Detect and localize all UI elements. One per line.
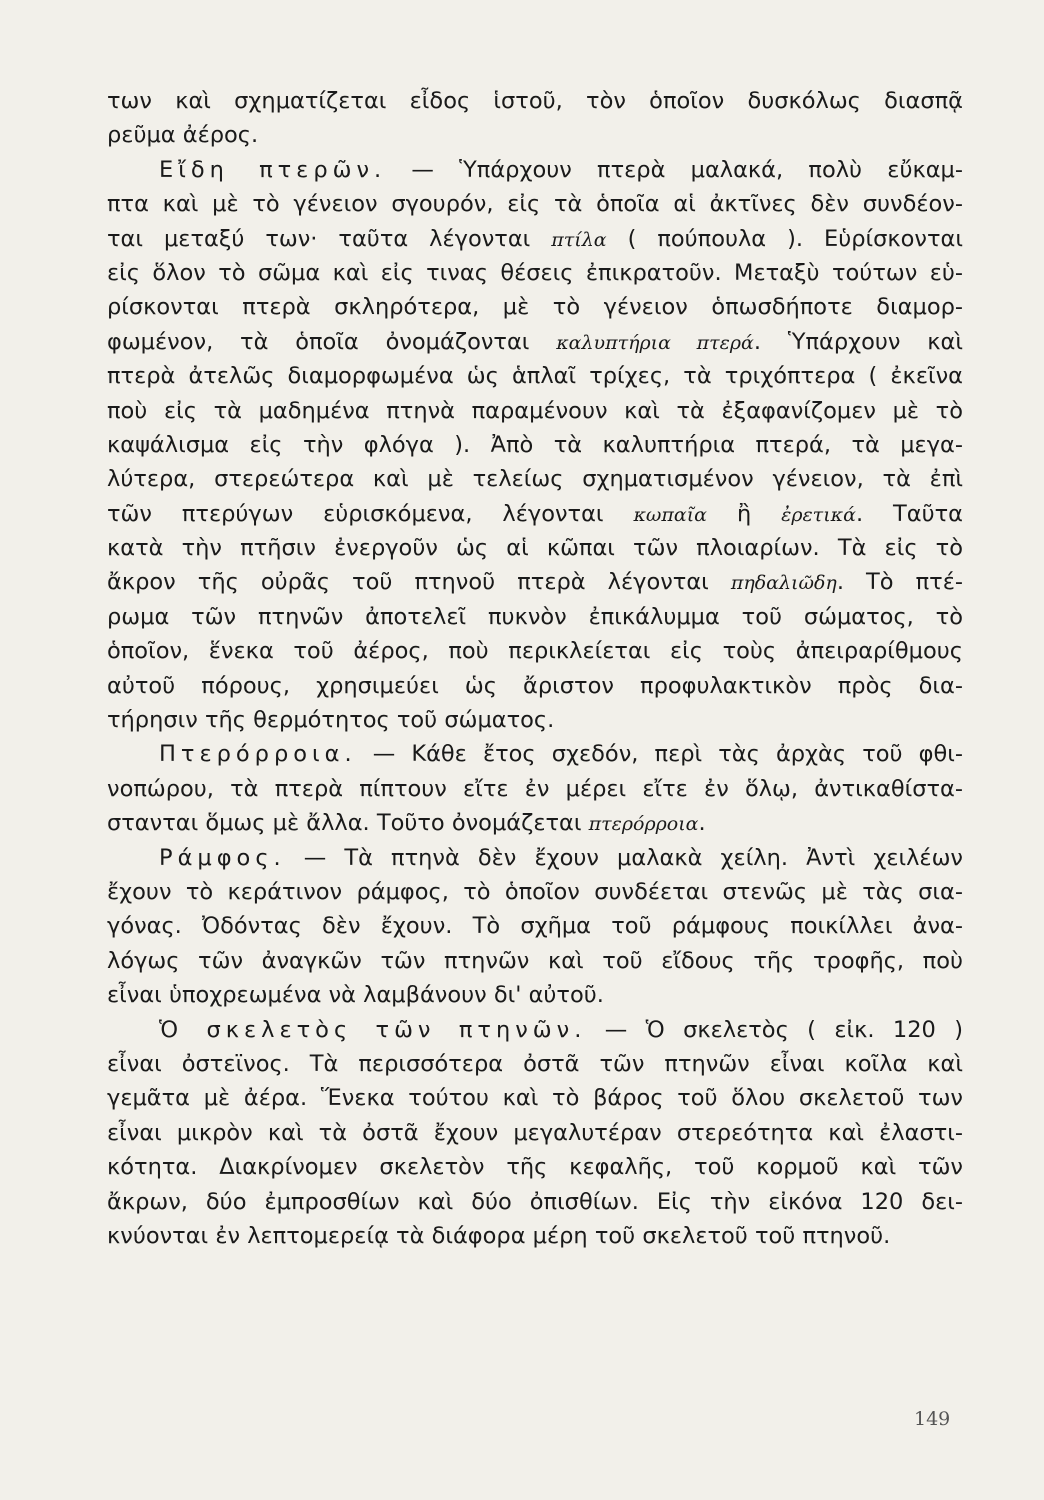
term-italic: κωπαῖα [633,503,708,526]
section-heading: Ὁ σκελετὸς τῶν πτηνῶν. [159,1016,587,1043]
line-text: ποὺ εἰς τὰ μαδημένα πτηνὰ παραμένουν καὶ τὰ ἐξαφανίζομεν μὲ τὸ [107,397,963,424]
line-text: λόγως τῶν ἀναγκῶν τῶν πτηνῶν καὶ τοῦ εἴδους τῆς τροφῆς, ποὺ [107,947,963,974]
line-text: εἶναι μικρὸν καὶ τὰ ὀστᾶ ἔχουν μεγαλυτέραν στερεότητα καὶ ἐλαστι- [107,1119,963,1146]
term-italic: πτίλα [551,228,607,251]
text-line [107,118,963,152]
text-line [107,1047,963,1081]
text-line [107,772,963,806]
text-line [107,325,963,359]
text-line [107,1219,963,1253]
line-text-rest: . [698,810,706,837]
line-text: των καὶ σχηματίζεται εἶδος ἱστοῦ, τὸν ὁποῖον δυσκόλως διασπᾷ [107,88,963,114]
line-text: φωμένον, τὰ ὁποῖα ὀνομάζονται [107,328,557,355]
text-line [107,565,963,599]
section-heading-line [107,737,963,771]
page-number: 149 [914,1408,951,1430]
line-text: ται μεταξύ των· ταῦτα λέγονται [107,225,552,252]
line-text-rest: . Ὑπάρχουν καὶ [753,328,963,355]
term-italic: πηδαλιῶδη [730,572,837,595]
text-line [107,531,963,565]
text-line [107,1150,963,1184]
line-text-rest: . Τὸ πτέ- [836,569,963,596]
line-text: ρωμα τῶν πτηνῶν ἀποτελεῖ πυκνὸν ἐπικάλυμμα τοῦ σώματος, τὸ [107,603,963,630]
text-line [107,1116,963,1150]
term-italic: πτερόρροια [588,813,699,836]
line-text: λύτερα, στερεώτερα καὶ μὲ τελείως σχηματισμένον γένειον, τὰ ἐπὶ [107,466,963,493]
line-text-rest: ( πούπουλα ). Εὑρίσκονται [606,225,963,252]
term-italic: καλυπτήρια πτερά [556,331,754,354]
line-text: κνύονται ἐν λεπτομερείᾳ τὰ διάφορα μέρη τοῦ σκελετοῦ τοῦ πτηνοῦ. [107,1222,891,1249]
text-line [107,497,963,531]
text-line [107,806,963,840]
text-line [107,909,963,943]
line-text: ὁποῖον, ἕνεκα τοῦ ἀέρος, ποὺ περικλείεται εἰς τοὺς ἀπειραρίθμους [107,638,963,665]
text-line [107,944,963,978]
line-text: τῶν πτερύγων εὑρισκόμενα, λέγονται [107,500,634,527]
line-text: ρεῦμα ἀέρος. [107,122,259,149]
text-line [107,359,963,393]
text-line [107,394,963,428]
text-line [107,462,963,496]
line-text: ἄκρον τῆς οὐρᾶς τοῦ πτηνοῦ πτερὰ λέγονται [107,569,731,596]
text-line [107,256,963,290]
line-text: — Τὰ πτηνὰ δὲν ἔχουν μαλακὰ χείλη. Ἀντὶ χειλέων [285,844,963,871]
section-heading: Πτερόρροια. [159,741,357,768]
section-heading-line [107,153,963,187]
section-heading: Εἴδη πτερῶν. [159,156,387,183]
line-text-rest: ἢ [707,500,782,527]
text-line [107,187,963,221]
line-text: — Ὁ σκελετὸς ( εἰκ. 120 ) [586,1016,964,1043]
line-text: κότητα. Διακρίνομεν σκελετὸν τῆς κεφαλῆς, τοῦ κορμοῦ καὶ τῶν [107,1154,963,1181]
text-line [107,290,963,324]
line-text: γόνας. Ὀδόντας δὲν ἔχουν. Τὸ σχῆμα τοῦ ράμφους ποικίλλει ἀνα- [107,913,963,940]
text-line [107,84,963,118]
text-line [107,634,963,668]
line-text: — Κάθε ἔτος σχεδόν, περὶ τὰς ἀρχὰς τοῦ φθι- [356,741,963,768]
body-text [107,84,963,1253]
line-text: ἄκρων, δύο ἐμπροσθίων καὶ δύο ὀπισθίων. Εἰς τὴν εἰκόνα 120 δει- [107,1188,963,1215]
text-line [107,703,963,737]
line-text: αὐτοῦ πόρους, χρησιμεύει ὡς ἄριστον προφυλακτικὸν πρὸς δια- [107,672,963,699]
text-line [107,978,963,1012]
line-text: — Ὑπάρχουν πτερὰ μαλακά, πολὺ εὔκαμ- [386,156,963,183]
section-heading: Ράμφος. [159,844,286,871]
line-text: ρίσκονται πτερὰ σκληρότερα, μὲ τὸ γένειον ὁπωσδήποτε διαμορ- [107,294,963,321]
line-text: γεμᾶτα μὲ ἀέρα. Ἕνεκα τούτου καὶ τὸ βάρος τοῦ ὅλου σκελετοῦ των [107,1085,963,1112]
line-text: κατὰ τὴν πτῆσιν ἐνεργοῦν ὡς αἱ κῶπαι τῶν πλοιαρίων. Τὰ εἰς τὸ [107,535,963,562]
text-line [107,600,963,634]
text-line [107,222,963,256]
line-text: πτα καὶ μὲ τὸ γένειον σγουρόν, εἰς τὰ ὁποῖα αἱ ἀκτῖνες δὲν συνδέον- [107,191,963,218]
line-text: τήρησιν τῆς θερμότητος τοῦ σώματος. [107,707,555,734]
line-text: στανται ὅμως μὲ ἄλλα. Τοῦτο ὀνομάζεται [107,810,589,837]
section-heading-line [107,1013,963,1047]
text-line [107,669,963,703]
line-text: εἶναι ὀστεϊνος. Τὰ περισσότερα ὀστᾶ τῶν πτηνῶν εἶναι κοῖλα καὶ [107,1050,963,1077]
line-text: πτερὰ ἀτελῶς διαμορφωμένα ὡς ἁπλαῖ τρίχες, τὰ τριχόπτερα ( ἐκεῖνα [107,363,963,390]
section-heading-line [107,841,963,875]
line-text: εἰς ὅλον τὸ σῶμα καὶ εἰς τινας θέσεις ἐπικρατοῦν. Μεταξὺ τούτων εὑ- [107,259,963,286]
text-line [107,1185,963,1219]
line-text: εἶναι ὑποχρεωμένα νὰ λαμβάνουν δι' αὐτοῦ. [107,982,604,1009]
line-text: ἔχουν τὸ κεράτινον ράμφος, τὸ ὁποῖον συνδέεται στενῶς μὲ τὰς σια- [107,878,963,905]
line-text: νοπώρου, τὰ πτερὰ πίπτουν εἴτε ἐν μέρει εἴτε ἐν ὅλῳ, ἀντικαθίστα- [107,775,963,802]
text-line [107,875,963,909]
text-line [107,1081,963,1115]
term-italic: ἐρετικά [781,503,856,526]
line-text: καψάλισμα εἰς τὴν φλόγα ). Ἀπὸ τὰ καλυπτήρια πτερά, τὰ μεγα- [107,431,963,458]
text-line [107,428,963,462]
line-text-rest: . Ταῦτα [855,500,963,527]
